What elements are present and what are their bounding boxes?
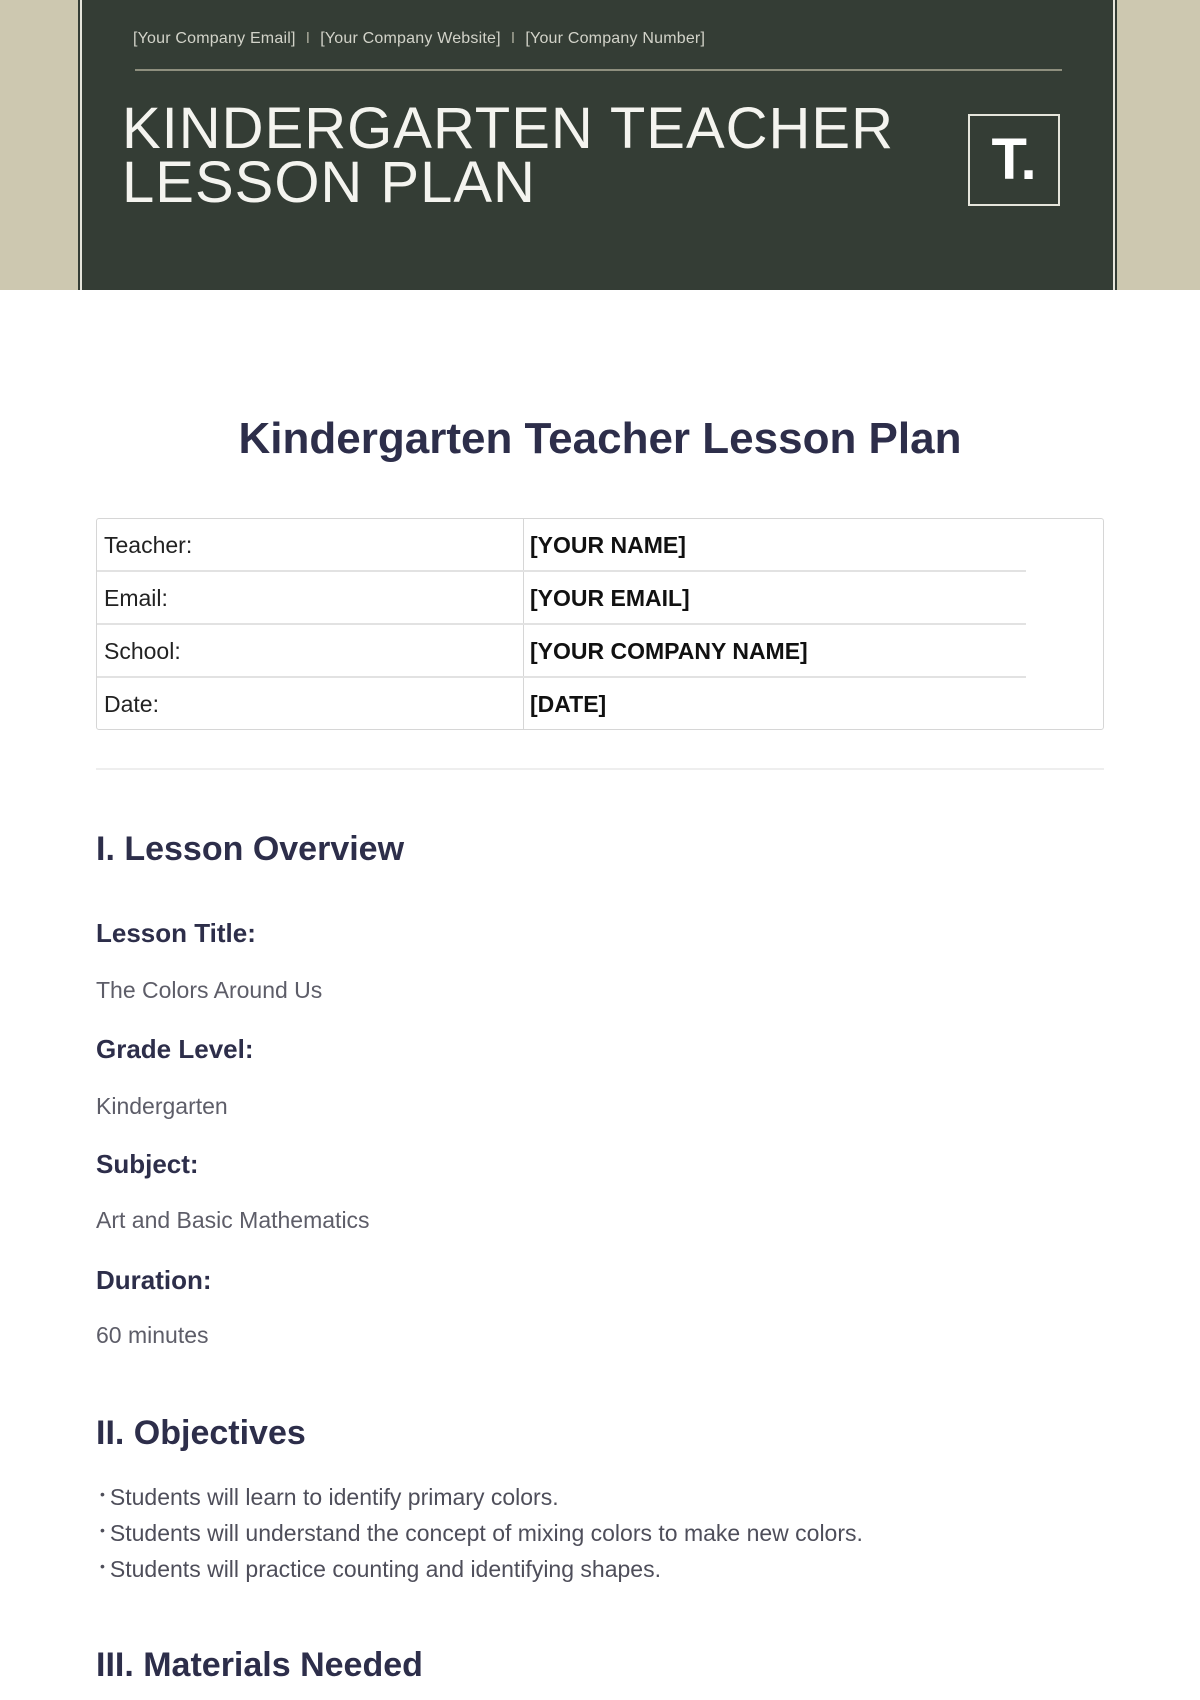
school-value: [YOUR COMPANY NAME]: [530, 638, 808, 664]
lesson-title-value: The Colors Around Us: [96, 977, 323, 1003]
section-heading-objectives: II. Objectives: [96, 1414, 306, 1452]
company-email: [Your Company Email]: [133, 30, 296, 47]
section-heading-materials: III. Materials Needed: [96, 1646, 423, 1684]
company-number: [Your Company Number]: [525, 30, 706, 47]
table-row: [97, 519, 1103, 572]
header-title-line1: KINDERGARTEN TEACHER: [122, 96, 894, 161]
objective-item: [100, 1556, 661, 1583]
objective-text: Students will learn to identify primary colors.: [109, 1484, 559, 1510]
duration-label: Duration:: [96, 1265, 212, 1295]
teacher-label: Teacher:: [104, 532, 193, 558]
bullet-icon: •: [100, 1486, 105, 1502]
header-rule: [135, 69, 1062, 71]
grade-level-label: Grade Level:: [96, 1034, 254, 1064]
document-title: Kindergarten Teacher Lesson Plan: [238, 414, 962, 463]
subject-label: Subject:: [96, 1149, 199, 1179]
company-logo: [968, 114, 1060, 206]
email-label: Email:: [104, 585, 168, 611]
date-label: Date:: [104, 691, 159, 717]
section-divider: [96, 768, 1104, 770]
header-border-right: [1113, 0, 1115, 290]
info-table: [96, 518, 1104, 730]
company-contact-line: [133, 30, 705, 48]
table-row: [97, 678, 1103, 731]
separator: I: [510, 30, 516, 47]
duration-value: 60 minutes: [96, 1322, 209, 1348]
school-label: School:: [104, 638, 181, 664]
company-website: [Your Company Website]: [320, 30, 501, 47]
logo-letter: T.: [991, 127, 1037, 192]
objective-item: [100, 1520, 863, 1547]
subject-value: Art and Basic Mathematics: [96, 1207, 370, 1233]
header-title-line2: LESSON PLAN: [122, 150, 536, 215]
email-value: [YOUR EMAIL]: [530, 585, 690, 611]
table-row: [97, 572, 1103, 625]
bullet-icon: •: [100, 1522, 105, 1538]
objective-text: Students will understand the concept of mixing colors to make new colors.: [109, 1520, 863, 1546]
header-border-left: [80, 0, 82, 290]
lesson-title-label: Lesson Title:: [96, 918, 256, 948]
teacher-value: [YOUR NAME]: [530, 532, 686, 558]
grade-level-value: Kindergarten: [96, 1093, 228, 1119]
section-heading-lesson-overview: I. Lesson Overview: [96, 830, 405, 868]
date-value: [DATE]: [530, 691, 607, 717]
separator: I: [305, 30, 311, 47]
table-row: [97, 625, 1103, 678]
objective-item: [100, 1484, 559, 1511]
bullet-icon: •: [100, 1558, 105, 1574]
objective-text: Students will practice counting and identifying shapes.: [109, 1556, 661, 1582]
